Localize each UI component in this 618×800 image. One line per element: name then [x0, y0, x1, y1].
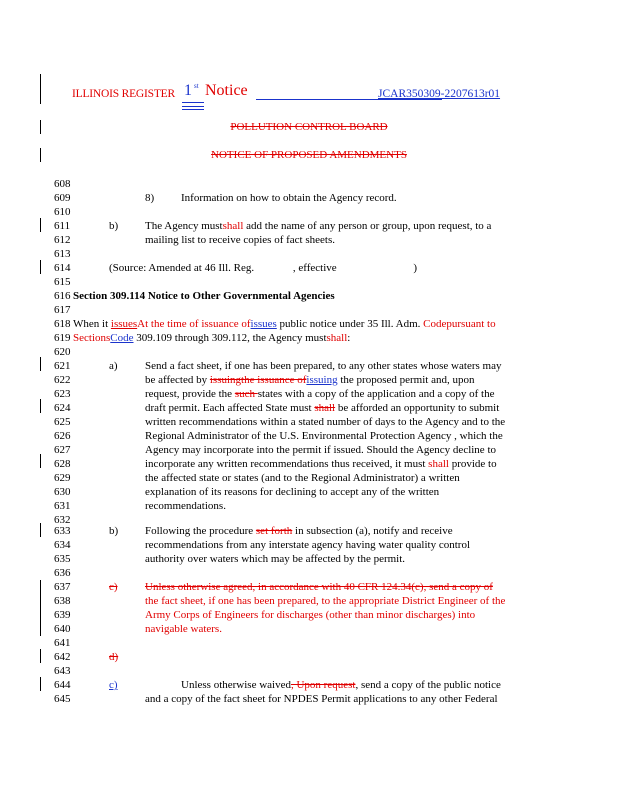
line-614: 614 (Source: Amended at 46 Ill. Reg. , effective ) — [54, 262, 418, 274]
line-text: written recommendations within a stated number of days to the Agency and to the — [145, 416, 506, 428]
line-609: 609 8) Information on how to obtain the Agency record. — [54, 192, 397, 204]
line-636: 636 — [54, 567, 71, 579]
line-text: Information on how to obtain the Agency record. — [181, 192, 397, 204]
line-638: 638 the fact sheet, if one has been prepared, to the appropriate District Engineer of the — [54, 595, 506, 607]
line-641: 641 — [54, 637, 71, 649]
subsection-mark: c) — [109, 581, 118, 593]
register-name: ILLINOIS REGISTER — [72, 88, 175, 100]
line-text: SectionsCode 309.109 through 309.112, the Agency mustshall: — [73, 332, 351, 344]
line-610: 610 — [54, 206, 71, 218]
line-617: 617 — [54, 304, 71, 316]
line-640: 640 navigable waters. — [54, 623, 222, 635]
document-code: JCAR350309-2207613r01 — [378, 88, 501, 100]
line-616: 616 Section 309.114 Notice to Other Governmental Agencies — [54, 290, 335, 302]
line-630: 630 explanation of its reasons for declining to accept any of the written — [54, 486, 440, 498]
line-628: 628 incorporate any written recommendations thus received, it must shall provide to — [54, 458, 497, 470]
line-626: 626 Regional Administrator of the U.S. Environmental Protection Agency , which the — [54, 430, 503, 442]
line-611: 611 b) The Agency mustshall add the name of any person or group, upon request, to a — [54, 220, 492, 232]
line-627: 627 Agency may incorporate into the permit if issued. Should the Agency decline to — [54, 444, 496, 456]
line-620: 620 — [54, 346, 71, 358]
line-text: be affected by issuingthe issuance ofissuing the proposed permit and, upon — [145, 374, 475, 386]
line-613: 613 — [54, 248, 71, 260]
line-text: request, provide the such states with a copy of the application and a copy of the — [145, 388, 495, 400]
line-629: 629 the affected state or states (and to the Regional Administrator) a written — [54, 472, 460, 484]
line-text: Regional Administrator of the U.S. Environmental Protection Agency , which the — [145, 430, 503, 442]
line-625: 625 written recommendations within a stated number of days to the Agency and to the — [54, 416, 506, 428]
line-text: incorporate any written recommendations thus received, it must shall provide to — [145, 458, 497, 470]
header-double-rule — [182, 102, 204, 107]
line-text: the fact sheet, if one has been prepared, to the appropriate District Engineer of the — [145, 595, 506, 607]
subsection-mark: b) — [109, 525, 119, 537]
line-631: 631 recommendations. — [54, 500, 226, 512]
line-text: mailing list to receive copies of fact sheets. — [145, 234, 335, 246]
line-624: 624 draft permit. Each affected State must shall be afforded an opportunity to submit — [54, 402, 500, 414]
line-text: recommendations from any interstate agency having water quality control — [145, 539, 470, 551]
line-612: 612 mailing list to receive copies of fact sheets. — [54, 234, 335, 246]
issue-number: 1 — [184, 82, 192, 99]
subsection-mark: c) — [109, 679, 118, 691]
line-637: 637 c) Unless otherwise agreed, in accordance with 40 CFR 124.34(c), send a copy of — [54, 581, 493, 593]
line-634: 634 recommendations from any interstate agency having water quality control — [54, 539, 470, 551]
notice-label: Notice — [205, 82, 248, 99]
line-618: 618 When it issuesAt the time of issuance ofissues public notice under 35 Ill. Adm. Codepursuant to — [54, 318, 496, 330]
line-642: 642 d) — [54, 651, 119, 663]
line-text: Send a fact sheet, if one has been prepared, to any other states whose waters may — [145, 360, 502, 372]
line-text: navigable waters. — [145, 623, 222, 635]
notice-title: NOTICE OF PROPOSED AMENDMENTS — [211, 149, 407, 161]
line-619: 619 SectionsCode 309.109 through 309.112, the Agency mustshall: — [54, 332, 351, 344]
subsection-mark: b) — [109, 220, 119, 232]
line-639: 639 Army Corps of Engineers for discharges (other than minor discharges) into — [54, 609, 476, 621]
line-633: 633 b) Following the procedure set forth in subsection (a), notify and receive — [54, 525, 453, 537]
line-643: 643 — [54, 665, 71, 677]
line-615: 615 — [54, 276, 71, 288]
line-text: The Agency mustshall add the name of any person or group, upon request, to a — [145, 220, 492, 232]
line-608: 608 — [54, 178, 71, 190]
subsection-mark: d) — [109, 651, 119, 663]
line-text: recommendations. — [145, 500, 226, 512]
line-622: 622 be affected by issuingthe issuance ofissuing the proposed permit and, upon — [54, 374, 475, 386]
item-number: 8) — [145, 192, 155, 204]
line-635: 635 authority over waters which may be affected by the permit. — [54, 553, 406, 565]
subsection-mark: a) — [109, 360, 118, 372]
line-text: authority over waters which may be affected by the permit. — [145, 553, 406, 565]
board-title: POLLUTION CONTROL BOARD — [230, 121, 388, 133]
line-text: draft permit. Each affected State must shall be afforded an opportunity to submit — [145, 402, 500, 414]
line-text: Agency may incorporate into the permit if issued. Should the Agency decline to — [145, 444, 496, 456]
change-bar — [40, 74, 41, 104]
line-632: 632 — [54, 514, 71, 526]
line-text: and a copy of the fact sheet for NPDES Permit applications to any other Federal — [145, 693, 498, 705]
line-text: Army Corps of Engineers for discharges (other than minor discharges) into — [145, 609, 476, 621]
line-644: 644 c) Unless otherwise waived, Upon request, send a copy of the public notice — [54, 679, 501, 691]
register-header — [72, 82, 542, 108]
line-621: 621 a) Send a fact sheet, if one has been prepared, to any other states whose waters may — [54, 360, 502, 372]
source-note: (Source: Amended at 46 Ill. Reg. , effective ) — [109, 262, 418, 274]
issue-superscript: st — [194, 82, 199, 90]
line-text: the affected state or states (and to the Regional Administrator) a written — [145, 472, 460, 484]
line-text: When it issuesAt the time of issuance ofissues public notice under 35 Ill. Adm. Codepursuant to — [73, 318, 496, 330]
section-heading: Section 309.114 Notice to Other Governmental Agencies — [73, 290, 335, 302]
line-623: 623 request, provide the such states with a copy of the application and a copy of the — [54, 388, 495, 400]
line-645: 645 and a copy of the fact sheet for NPDES Permit applications to any other Federal — [54, 693, 498, 705]
line-text: Following the procedure set forth in subsection (a), notify and receive — [145, 525, 453, 537]
header-rule — [182, 109, 204, 111]
line-text: explanation of its reasons for declining to accept any of the written — [145, 486, 440, 498]
line-text: Unless otherwise agreed, in accordance with 40 CFR 124.34(c), send a copy of — [145, 581, 493, 593]
line-text: Unless otherwise waived, Upon request, send a copy of the public notice — [181, 679, 501, 691]
